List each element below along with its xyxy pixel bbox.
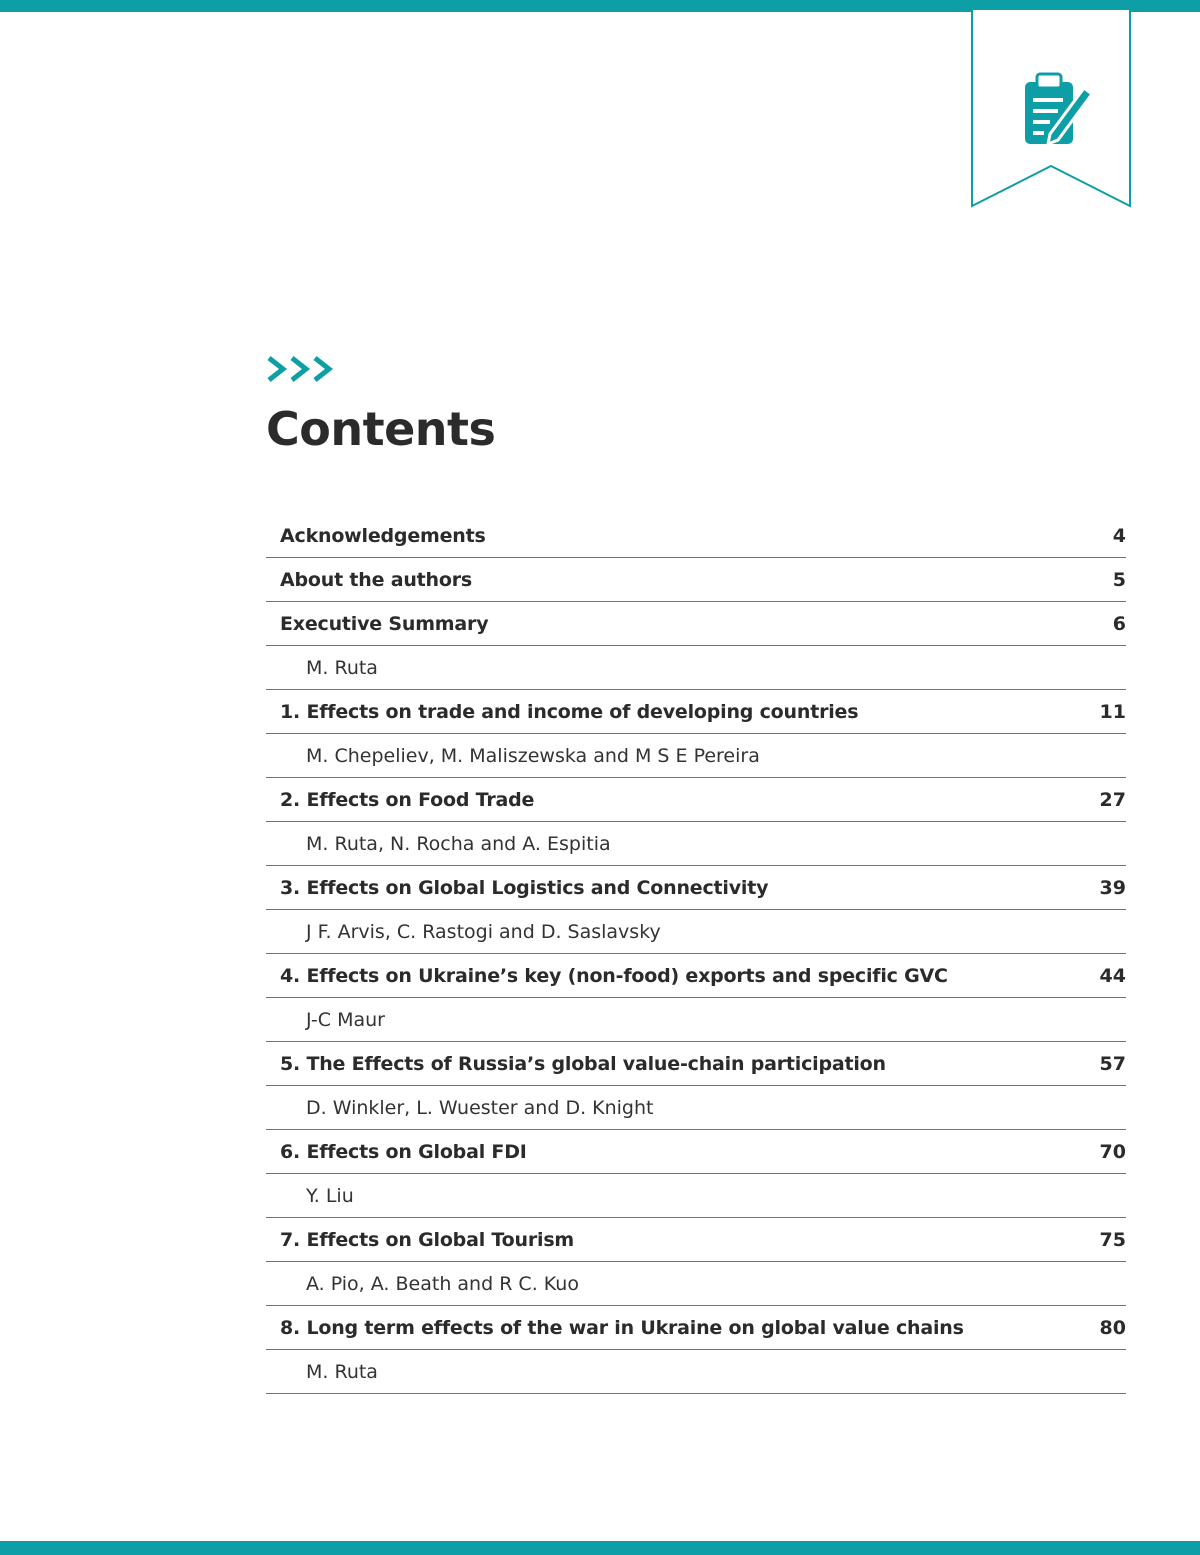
toc-authors: D. Winkler, L. Wuester and D. Knight bbox=[306, 1096, 654, 1119]
toc-entry-title: 7. Effects on Global Tourism bbox=[280, 1228, 575, 1251]
toc-entry-title: 6. Effects on Global FDI bbox=[280, 1140, 527, 1163]
bookmark-ribbon bbox=[970, 10, 1132, 210]
toc-page-number: 5 bbox=[1112, 568, 1126, 591]
toc-entry[interactable] bbox=[266, 1130, 1126, 1174]
heading-marker-chevrons bbox=[266, 350, 346, 386]
toc-entry[interactable] bbox=[266, 558, 1126, 602]
toc-entry[interactable] bbox=[266, 514, 1126, 558]
toc-authors: Y. Liu bbox=[306, 1184, 354, 1207]
toc-page-number: 57 bbox=[1099, 1052, 1126, 1075]
toc-entry-title: 5. The Effects of Russia’s global value-chain participation bbox=[280, 1052, 886, 1075]
bottom-accent-bar bbox=[0, 1541, 1200, 1555]
toc-page-number: 4 bbox=[1112, 524, 1126, 547]
toc-entry[interactable] bbox=[266, 866, 1126, 910]
toc-page-number: 70 bbox=[1099, 1140, 1126, 1163]
toc-page-number: 27 bbox=[1099, 788, 1126, 811]
toc-authors-row bbox=[266, 734, 1126, 778]
toc-authors-row bbox=[266, 998, 1126, 1042]
toc-entry-title: 3. Effects on Global Logistics and Connectivity bbox=[280, 876, 769, 899]
toc-authors-row bbox=[266, 1174, 1126, 1218]
toc-entry-title: 4. Effects on Ukraine’s key (non-food) exports and specific GVC bbox=[280, 964, 948, 987]
toc-page-number: 80 bbox=[1099, 1316, 1126, 1339]
toc-page-number: 75 bbox=[1099, 1228, 1126, 1251]
toc-page-number: 44 bbox=[1099, 964, 1126, 987]
toc-entry[interactable] bbox=[266, 690, 1126, 734]
toc-authors: J F. Arvis, C. Rastogi and D. Saslavsky bbox=[306, 920, 661, 943]
toc-entry-title: 1. Effects on trade and income of developing countries bbox=[280, 700, 859, 723]
toc-entry-title: Acknowledgements bbox=[280, 524, 486, 547]
toc-entry[interactable] bbox=[266, 778, 1126, 822]
table-of-contents bbox=[266, 514, 1126, 1394]
toc-entry[interactable] bbox=[266, 1042, 1126, 1086]
toc-authors: M. Ruta bbox=[306, 656, 378, 679]
toc-entry-title: 8. Long term effects of the war in Ukraine on global value chains bbox=[280, 1316, 964, 1339]
toc-entry[interactable] bbox=[266, 954, 1126, 998]
page-title: Contents bbox=[266, 402, 496, 456]
toc-entry-title: Executive Summary bbox=[280, 612, 489, 635]
toc-authors: A. Pio, A. Beath and R C. Kuo bbox=[306, 1272, 579, 1295]
toc-page-number: 11 bbox=[1099, 700, 1126, 723]
toc-authors-row bbox=[266, 822, 1126, 866]
toc-entry-title: About the authors bbox=[280, 568, 472, 591]
toc-entry-title: 2. Effects on Food Trade bbox=[280, 788, 535, 811]
toc-entry[interactable] bbox=[266, 1306, 1126, 1350]
toc-authors-row bbox=[266, 1350, 1126, 1394]
toc-authors-row bbox=[266, 910, 1126, 954]
toc-authors-row bbox=[266, 1086, 1126, 1130]
toc-authors-row bbox=[266, 646, 1126, 690]
toc-authors: M. Ruta, N. Rocha and A. Espitia bbox=[306, 832, 611, 855]
toc-authors: M. Chepeliev, M. Maliszewska and M S E Pereira bbox=[306, 744, 760, 767]
toc-authors: M. Ruta bbox=[306, 1360, 378, 1383]
toc-authors: J-C Maur bbox=[306, 1008, 385, 1031]
toc-entry[interactable] bbox=[266, 602, 1126, 646]
toc-page-number: 39 bbox=[1099, 876, 1126, 899]
toc-entry[interactable] bbox=[266, 1218, 1126, 1262]
toc-page-number: 6 bbox=[1112, 612, 1126, 635]
toc-authors-row bbox=[266, 1262, 1126, 1306]
